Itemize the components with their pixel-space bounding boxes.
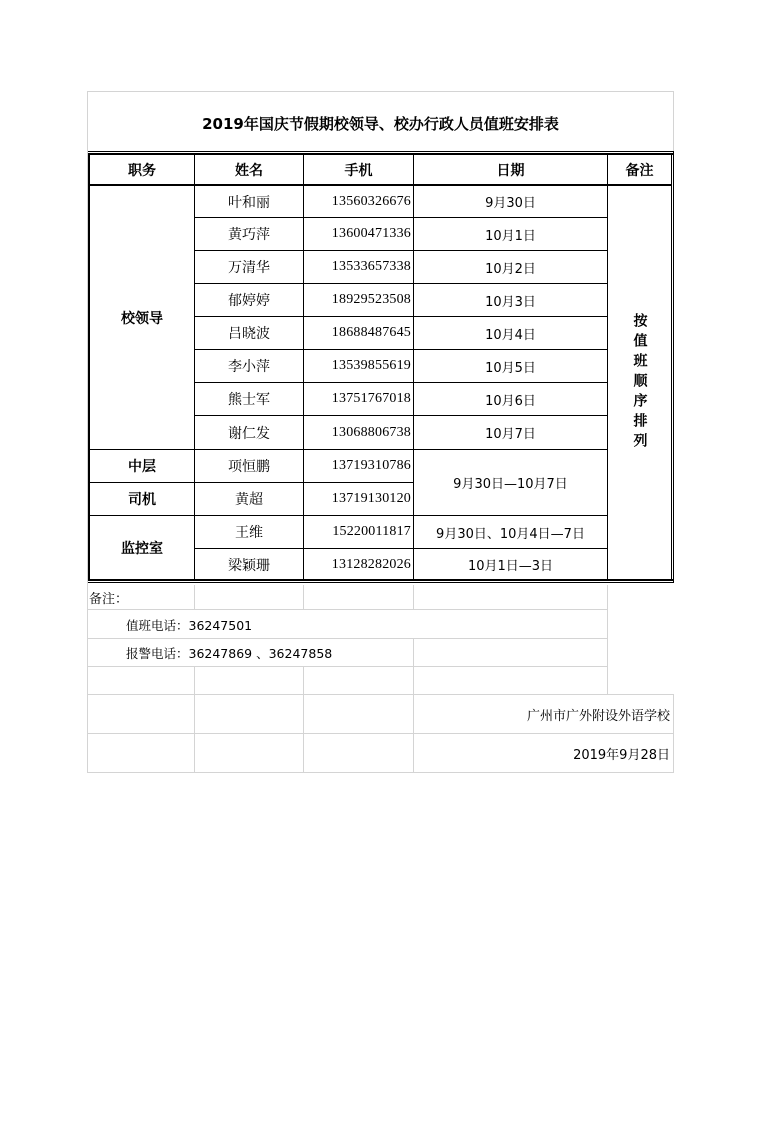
group-driver: 司机 (128, 492, 156, 508)
grid-line (194, 585, 195, 609)
date-cell: 10月6日 (485, 393, 536, 409)
grid-line (673, 694, 674, 773)
date-cell: 10月3日 (485, 294, 536, 310)
grid-line (194, 694, 195, 773)
grid-line (607, 585, 608, 694)
phone-cell: 13533657338 (331, 259, 411, 274)
issue-date: 2019年9月28日 (573, 747, 670, 763)
grid-line (87, 666, 608, 667)
date-cell: 9月30日 (485, 196, 536, 211)
grid-line (194, 666, 195, 694)
notes-label: 备注： (89, 592, 129, 607)
grid-line (87, 772, 674, 773)
phone-cell: 15220011817 (332, 524, 411, 539)
grid-line (303, 585, 304, 609)
duty-phone: 值班电话：36247501 (126, 617, 253, 633)
name-cell: 项恒鹏 (228, 459, 270, 475)
header-phone: 手机 (344, 162, 373, 179)
name-cell: 熊士军 (228, 392, 270, 408)
table-border (88, 151, 674, 152)
grid-line (413, 638, 414, 666)
page-title: 2019年国庆节假期校领导、校办行政人员值班安排表 (202, 114, 559, 133)
name-cell: 郁婷婷 (228, 293, 270, 309)
date-cell: 10月7日 (485, 427, 536, 442)
remark-merged-cell (608, 186, 671, 580)
phone-cell: 13068806738 (331, 424, 411, 440)
header-remark: 备注 (625, 162, 654, 179)
phone-cell: 13719310786 (331, 458, 411, 473)
name-cell: 王维 (235, 525, 263, 541)
phone-cell: 13539855619 (331, 358, 411, 373)
name-cell: 李小萍 (228, 359, 270, 375)
phone-cell: 18688487645 (331, 325, 411, 340)
date-cell: 10月1日—3日 (467, 559, 554, 574)
name-cell: 吕晓波 (228, 326, 270, 342)
grid-line (303, 694, 304, 773)
header-name: 姓名 (235, 162, 263, 179)
table-border (671, 153, 672, 581)
grid-line (673, 91, 674, 155)
grid-line (413, 666, 414, 694)
school-name: 广州市广外附设外语学校 (526, 708, 670, 724)
date-cell: 9月30日、10月4日—7日 (436, 526, 585, 542)
header-date: 日期 (496, 162, 525, 179)
phone-cell: 13128282026 (331, 556, 411, 572)
header-position: 职务 (128, 162, 156, 179)
grid-line (87, 609, 608, 610)
date-cell: 10月4日 (485, 327, 536, 343)
phone-cell: 13719130120 (331, 491, 411, 506)
date-cell: 10月1日 (485, 228, 536, 244)
name-cell: 黄巧萍 (228, 227, 270, 243)
name-cell: 谢仁发 (228, 425, 270, 442)
group-middle: 中层 (128, 459, 156, 475)
name-cell: 叶和丽 (228, 194, 270, 211)
group-monitor: 监控室 (121, 541, 163, 557)
date-cell: 10月5日 (485, 360, 536, 376)
table-border (673, 151, 674, 583)
name-cell: 梁颖珊 (228, 557, 270, 574)
phone-cell: 13751767018 (331, 391, 411, 406)
name-cell: 黄超 (235, 492, 263, 508)
phone-cell: 18929523508 (331, 292, 411, 307)
grid-line (303, 666, 304, 694)
merged-date-cell: 9月30日—10月7日 (453, 477, 568, 492)
alarm-phone: 报警电话：36247869 、36247858 (126, 645, 333, 661)
phone-cell: 13560326676 (331, 193, 411, 209)
name-cell: 万清华 (228, 260, 270, 276)
phone-cell: 13600471336 (331, 226, 411, 241)
group-leaders: 校领导 (121, 310, 163, 327)
date-cell: 10月2日 (485, 261, 536, 277)
table-border (88, 582, 674, 583)
remark-vertical-text: 按值班顺序排列 (631, 313, 648, 453)
grid-line (413, 585, 414, 609)
